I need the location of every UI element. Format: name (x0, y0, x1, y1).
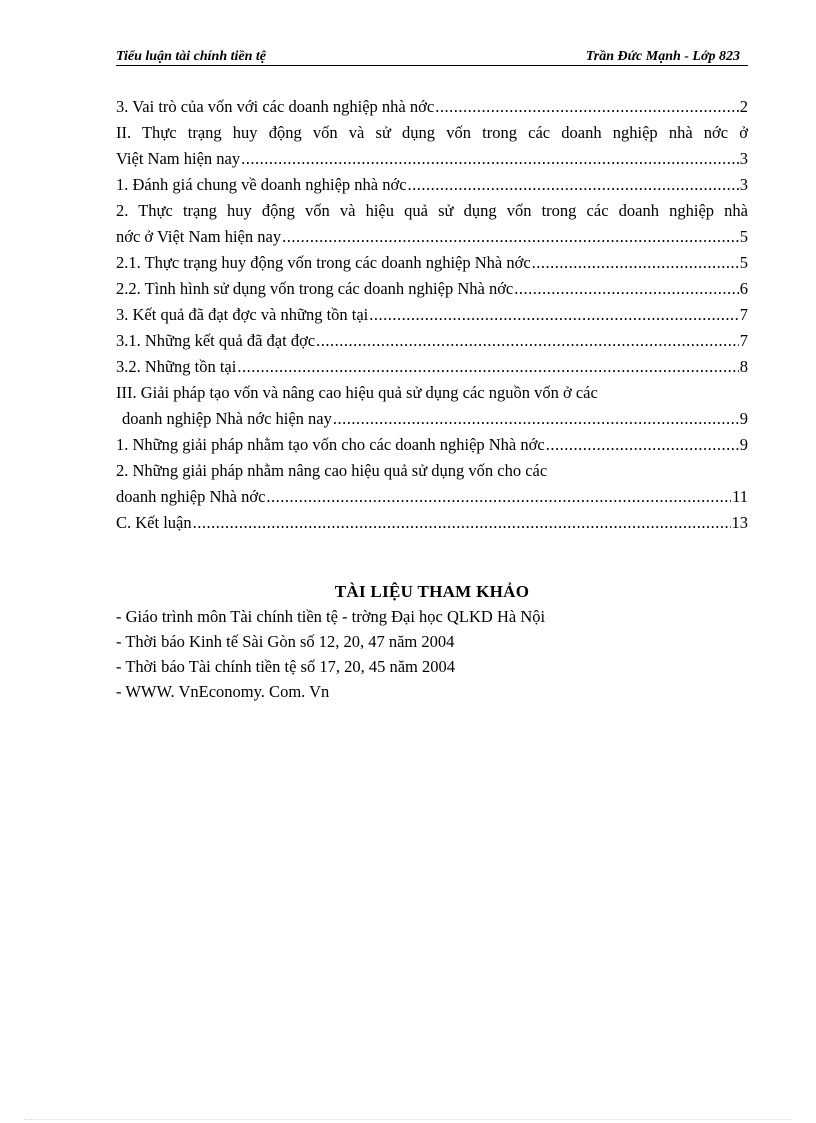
toc-entry-page: 9 (739, 435, 748, 454)
toc-entry (116, 406, 748, 432)
toc-entry-page: 11 (732, 487, 748, 506)
references-heading: TÀI LIỆU THAM KHẢO (334, 582, 530, 601)
toc-entry (116, 250, 748, 276)
toc-entry (116, 172, 748, 198)
toc-entry-text: doanh nghiệp Nhà nớc hiện nay (122, 409, 332, 428)
toc-entry-page: 3 (739, 175, 748, 194)
toc-entry-text: 2. Những giải pháp nhằm nâng cao hiệu quả sử dụng vốn cho các (116, 461, 548, 480)
toc-leader-dots (241, 146, 739, 172)
toc-leader-dots (282, 224, 739, 250)
toc-entry-text: nớc ở Việt Nam hiện nay (116, 227, 282, 246)
table-of-contents (116, 94, 748, 536)
toc-leader-dots (193, 510, 731, 536)
toc-entry (116, 380, 748, 406)
toc-entry-text: 2.1. Thực trạng huy động vốn trong các doanh nghiệp Nhà nớc (116, 253, 531, 272)
toc-entry-text: Việt Nam hiện nay (116, 149, 241, 168)
toc-entry-page: 7 (739, 331, 748, 350)
toc-entry (116, 224, 748, 250)
toc-entry-text: 3.2. Những tồn tại (116, 357, 237, 376)
page-bottom-divider (24, 1119, 792, 1120)
toc-leader-dots (514, 276, 738, 302)
toc-entry (116, 328, 748, 354)
toc-leader-dots (237, 354, 738, 380)
toc-leader-dots (266, 484, 731, 510)
header-author-class: Trần Đức Mạnh - Lớp 823 (585, 49, 740, 64)
toc-entry (116, 94, 748, 120)
toc-entry-text: 2.2. Tình hình sử dụng vốn trong các doanh nghiệp Nhà nớc (116, 279, 514, 298)
toc-leader-dots (546, 432, 739, 458)
toc-entry (116, 484, 748, 510)
toc-entry-page: 6 (739, 279, 748, 298)
toc-entry-text: II. Thực trạng huy động vốn và sử dụng vốn trong các doanh nghiệp nhà nớc ở (116, 123, 748, 142)
toc-leader-dots (408, 172, 739, 198)
toc-entry-page: 7 (739, 305, 748, 324)
reference-item: - Thời báo Tài chính tiền tệ số 17, 20, 45 năm 2004 (116, 657, 455, 676)
toc-entry-text: III. Giải pháp tạo vốn và nâng cao hiệu quả sử dụng các nguồn vốn ở các (116, 383, 598, 402)
references-section (116, 580, 748, 704)
toc-leader-dots (532, 250, 739, 276)
toc-leader-dots (435, 94, 739, 120)
reference-item: - Giáo trình môn Tài chính tiền tệ - trờng Đại học QLKD Hà Nội (116, 607, 546, 626)
toc-entry-page: 9 (739, 409, 748, 428)
header-document-title: Tiểu luận tài chính tiền tệ (116, 49, 267, 64)
toc-leader-dots (316, 328, 739, 354)
toc-entry-text: 2. Thực trạng huy động vốn và hiệu quả sử dụng vốn trong các doanh nghiệp nhà (116, 201, 748, 220)
toc-entry (116, 354, 748, 380)
toc-entry-text: 3. Vai trò của vốn với các doanh nghiệp nhà nớc (116, 97, 435, 116)
page-header (116, 49, 748, 66)
toc-leader-dots (369, 302, 738, 328)
toc-entry-text: 1. Đánh giá chung về doanh nghiệp nhà nớc (116, 175, 407, 194)
toc-entry-page: 2 (739, 97, 748, 116)
toc-entry (116, 458, 748, 484)
toc-entry-text: C. Kết luận (116, 513, 192, 532)
toc-entry-page: 5 (739, 253, 748, 272)
toc-entry (116, 120, 748, 146)
reference-item: - WWW. VnEconomy. Com. Vn (116, 682, 330, 701)
toc-entry (116, 146, 748, 172)
toc-entry-page: 3 (739, 149, 748, 168)
toc-entry-page: 5 (739, 227, 748, 246)
reference-item: - Thời báo Kinh tế Sài Gòn số 12, 20, 47 năm 2004 (116, 632, 455, 651)
toc-entry-page: 8 (739, 357, 748, 376)
toc-entry-text: 3.1. Những kết quả đã đạt đợc (116, 331, 316, 350)
toc-entry-text: 3. Kết quả đã đạt đợc và những tồn tại (116, 305, 369, 324)
toc-entry (116, 276, 748, 302)
toc-entry (116, 432, 748, 458)
toc-entry-page: 13 (731, 513, 748, 532)
toc-entry (116, 198, 748, 224)
toc-entry (116, 302, 748, 328)
toc-entry-text: doanh nghiệp Nhà nớc (116, 487, 266, 506)
toc-entry (116, 510, 748, 536)
toc-leader-dots (333, 406, 739, 432)
toc-entry-text: 1. Những giải pháp nhằm tạo vốn cho các doanh nghiệp Nhà nớc (116, 435, 545, 454)
